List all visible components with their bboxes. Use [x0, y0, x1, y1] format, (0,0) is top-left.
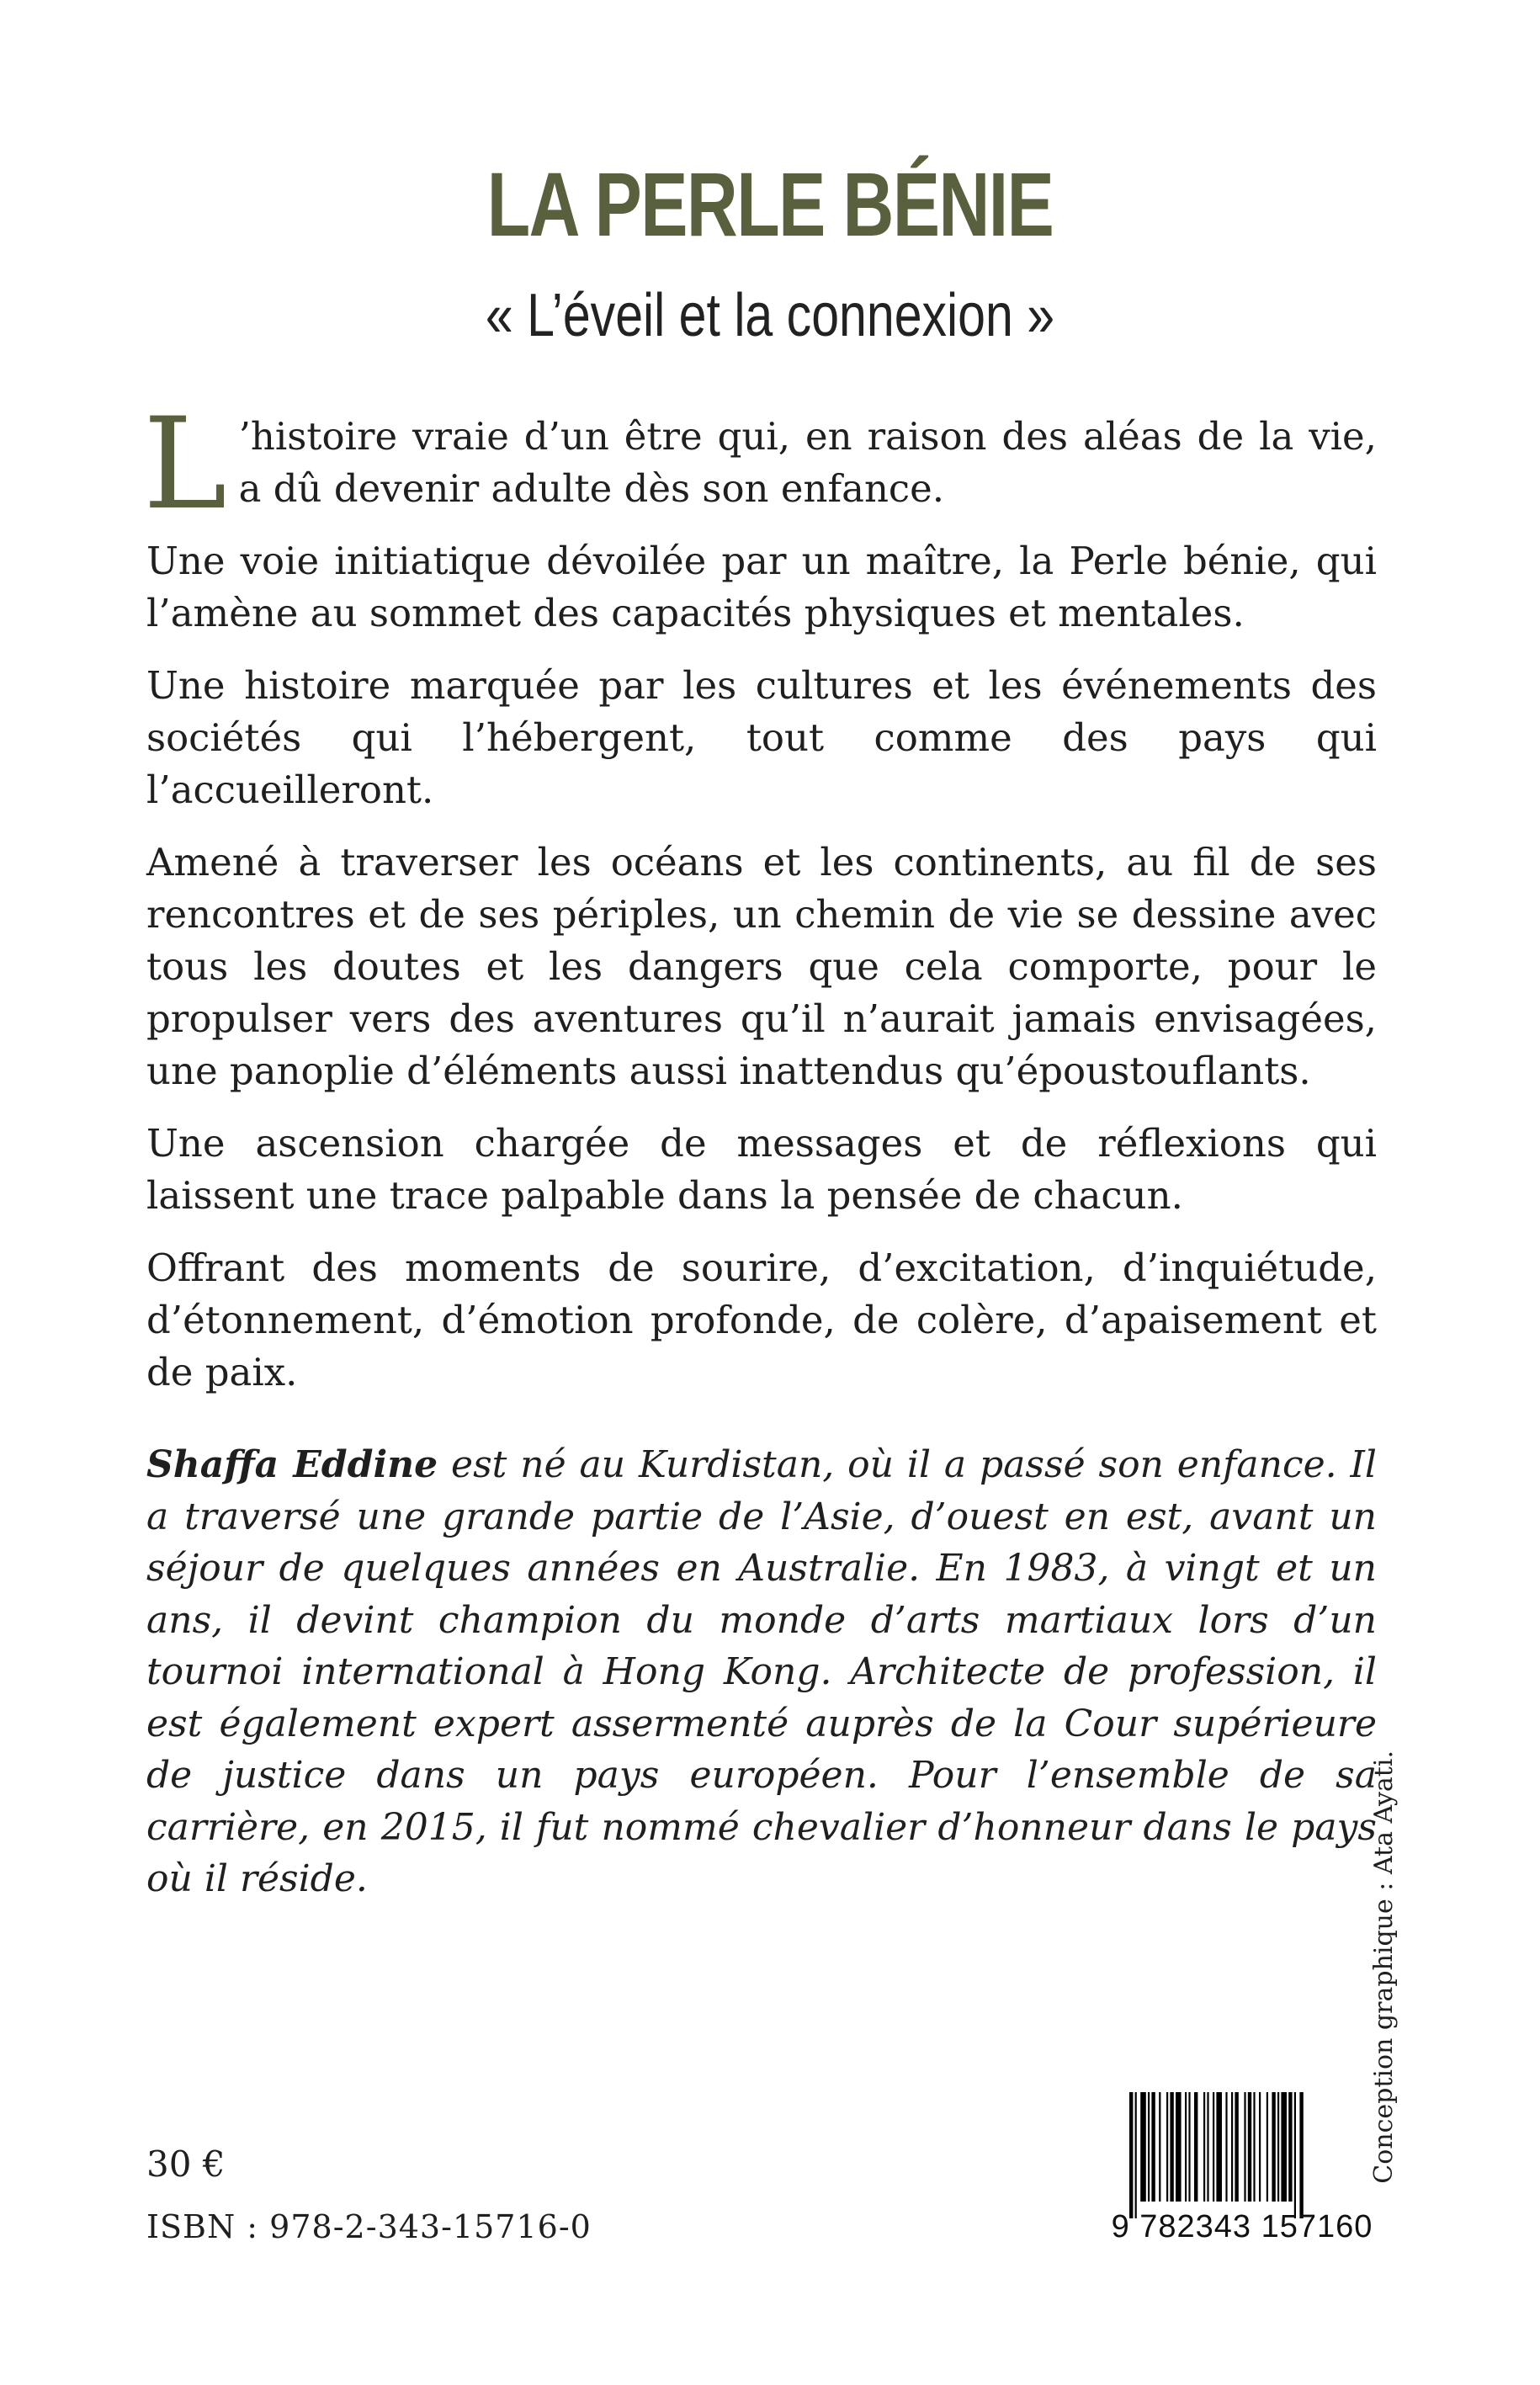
blurb-paragraph-1	[143, 391, 1377, 538]
barcode-bar	[1288, 2092, 1292, 2202]
barcode-bar	[1272, 2092, 1275, 2202]
book-subtitle: « L’éveil et la connexion »	[485, 282, 1055, 349]
barcode-number: 9 782343 157160	[1111, 2209, 1373, 2244]
blurb-paragraph-5: Une ascension chargée de messages et de réflexions qui laissent une trace palpable dans la pensée de chacun.	[146, 1121, 1377, 1218]
barcode-bar	[1231, 2092, 1233, 2202]
blurb-paragraph-4: Amené à traverser les océans et les continents, au fil de ses rencontres et de ses périples, un chemin de vie se dessine avec tous les doutes et les dangers que cela comporte, pour le propulser vers des aventures qu’il n’aurait jamais envisagées, une panoplie d’éléments aussi inattendus qu’époustouflants.	[146, 840, 1377, 1093]
barcode-bar	[1194, 2092, 1197, 2202]
back-cover-blurb	[143, 391, 1377, 1419]
barcode-bar	[1277, 2092, 1279, 2202]
barcode-bar	[1299, 2092, 1303, 2218]
barcode-bar	[1281, 2092, 1287, 2202]
barcode-bar	[1216, 2092, 1222, 2202]
barcode-bar	[1176, 2092, 1182, 2202]
isbn: ISBN : 978-2-343-15716-0	[146, 2208, 592, 2245]
barcode-bar	[1267, 2092, 1268, 2202]
drop-cap: L	[143, 391, 227, 538]
barcode-bar	[1244, 2092, 1245, 2202]
barcode-bar	[1159, 2092, 1160, 2202]
barcode-bar	[1166, 2092, 1168, 2202]
barcode-bar	[1135, 2092, 1137, 2218]
barcode-bar	[1294, 2092, 1296, 2218]
author-bio	[146, 1439, 1377, 1905]
blurb-paragraph-1-text: ’histoire vraie d’un être qui, en raison des aléas de la vie, a dû devenir adulte dès son enfance.	[238, 414, 1377, 511]
barcode-bar	[1151, 2092, 1155, 2202]
barcode-bar	[1148, 2092, 1150, 2202]
barcode-bar	[1203, 2092, 1205, 2202]
barcode-bar	[1140, 2092, 1146, 2202]
author-name: Shaffa Eddine	[146, 1443, 438, 1486]
barcode-bar	[1170, 2092, 1173, 2202]
barcode-bar	[1235, 2092, 1238, 2202]
barcode-bar	[1213, 2092, 1214, 2202]
barcode-bar	[1207, 2092, 1208, 2202]
barcode-bar	[1259, 2092, 1261, 2202]
barcode-bar	[1129, 2092, 1133, 2218]
barcode-bar	[1248, 2092, 1251, 2202]
barcode-bar	[1253, 2092, 1255, 2202]
blurb-paragraph-2: Une voie initiatique dévoilée par un maître, la Perle bénie, qui l’amène au sommet des capacités physiques et mentales.	[146, 539, 1377, 635]
barcode-bar	[1185, 2092, 1187, 2202]
price: 30 €	[146, 2143, 226, 2185]
barcode-bar	[1188, 2092, 1190, 2202]
barcode-bar	[1225, 2092, 1227, 2202]
blurb-paragraph-3: Une histoire marquée par les cultures et les événements des sociétés qui l’hébergent, tout comme des pays qui l’accueilleront.	[146, 663, 1377, 812]
blurb-paragraph-6: Offrant des moments de sourire, d’excitation, d’inquiétude, d’étonnement, d’émotion profonde, de colère, d’apaisement et de paix.	[146, 1246, 1377, 1394]
author-bio-text: est né au Kurdistan, où il a passé son enfance. Il a traversé une grande partie de l’Asie, d’ouest en est, avant un séjour de quelques années en Australie. En 1983, à vingt et un ans, il devint champion du monde d’arts martiaux lors d’un tournoi international à Hong Kong. Architecte de profession, il est également expert assermenté auprès de la Cour supérieure de justice dans un pays européen. Pour l’ensemble de sa carrière, en 2015, il fut nommé chevalier d’honneur dans le pays où il réside.	[146, 1443, 1378, 1900]
book-title: LA PERLE BÉNIE	[486, 153, 1054, 255]
design-credit: Conception graphique : Ata Ayati.	[1369, 1750, 1399, 2184]
